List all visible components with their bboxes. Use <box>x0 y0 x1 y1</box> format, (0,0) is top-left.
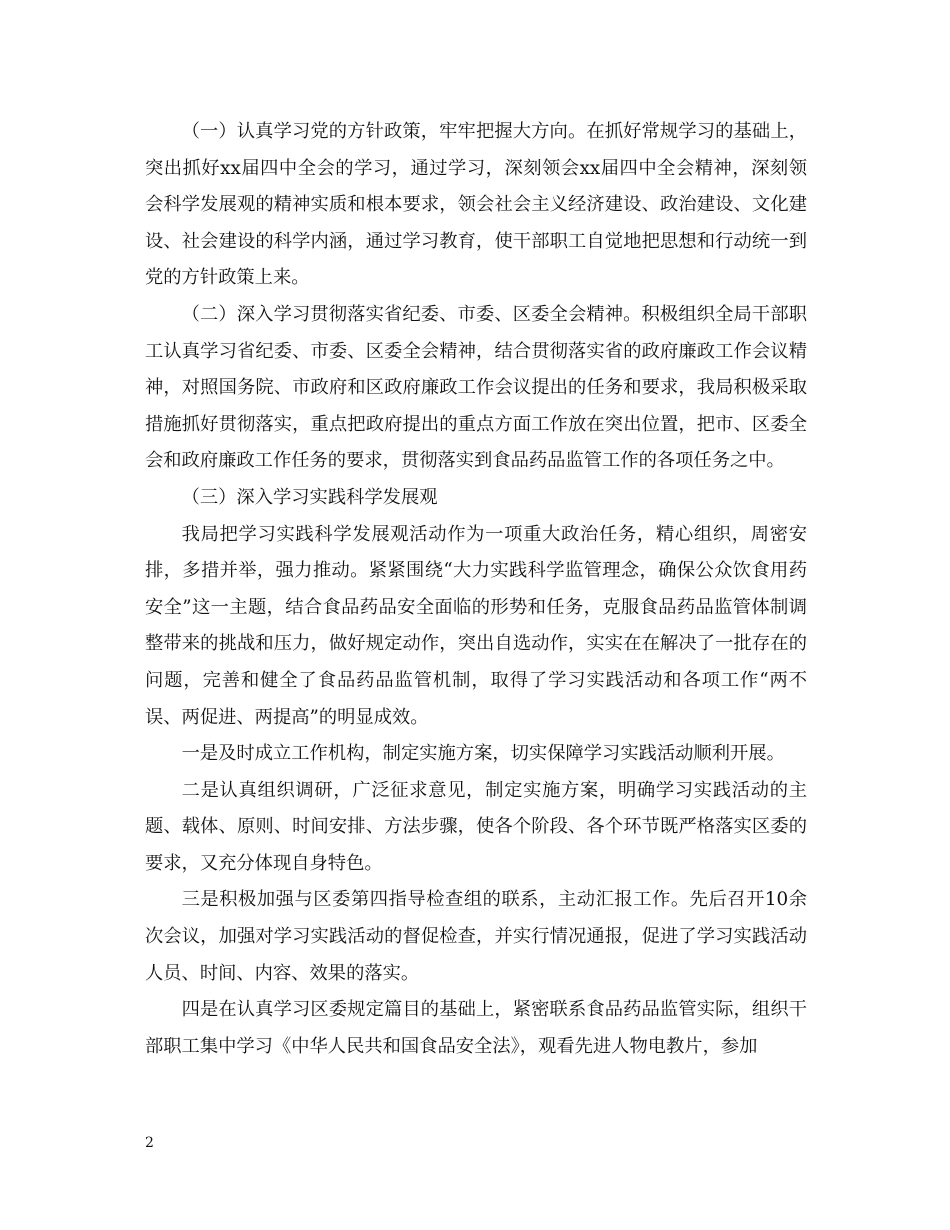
section-heading-3: （三）深入学习实践科学发展观 <box>181 486 438 508</box>
paragraph-1: （一）认真学习党的方针政策，牢牢把握大方向。在抓好常规学习的基础上，突出抓好xx届四中全会的学习，通过学习，深刻领会xx届四中全会精神，深刻领会科学发展观的精神实质和根本要求，领会社会主义经济建设、政治建设、文化建设、社会建设的科学内涵，通过学习教育，使干部职工自觉地把思想和行动统一到党的方针政策上来。 <box>145 121 807 289</box>
document-body <box>145 114 807 1065</box>
page-number: 2 <box>145 1135 154 1151</box>
paragraph-8: 四是在认真学习区委规定篇目的基础上，紧密联系食品药品监管实际，组织干部职工集中学习《中华人民共和国食品安全法》，观看先进人物电教片，参加 <box>145 999 807 1057</box>
paragraph-6: 二是认真组织调研，广泛征求意见，制定实施方案，明确学习实践活动的主题、载体、原则、时间安排、方法步骤，使各个阶段、各个环节既严格落实区委的要求，又充分体现自身特色。 <box>145 779 807 874</box>
paragraph-7: 三是积极加强与区委第四指导检查组的联系，主动汇报工作。先后召开10余次会议，加强对学习实践活动的督促检查，并实行情况通报，促进了学习实践活动人员、时间、内容、效果的落实。 <box>145 889 807 984</box>
paragraph-5: 一是及时成立工作机构，制定实施方案，切实保障学习实践活动顺利开展。 <box>181 743 785 765</box>
paragraph-2: （二）深入学习贯彻落实省纪委、市委、区委全会精神。积极组织全局干部职工认真学习省纪委、市委、区委全会精神，结合贯彻落实省的政府廉政工作会议精神，对照国务院、市政府和区政府廉政工作会议提出的任务和要求，我局积极采取措施抓好贯彻落实，重点把政府提出的重点方面工作放在突出位置，把市、区委全会和政府廉政工作任务的要求，贯彻落实到食品药品监管工作的各项任务之中。 <box>145 303 807 472</box>
paragraph-4: 我局把学习实践科学发展观活动作为一项重大政治任务，精心组织，周密安排，多措并举，强力推动。紧紧围绕“大力实践科学监管理念，确保公众饮食用药安全”这一主题，结合食品药品安全面临的形势和任务，克服食品药品监管体制调整带来的挑战和压力，做好规定动作，突出自选动作，实实在在解决了一批存在的问题，完善和健全了食品药品监管机制，取得了学习实践活动和各项工作“两不误、两促进、两提高”的明显成效。 <box>145 523 807 728</box>
